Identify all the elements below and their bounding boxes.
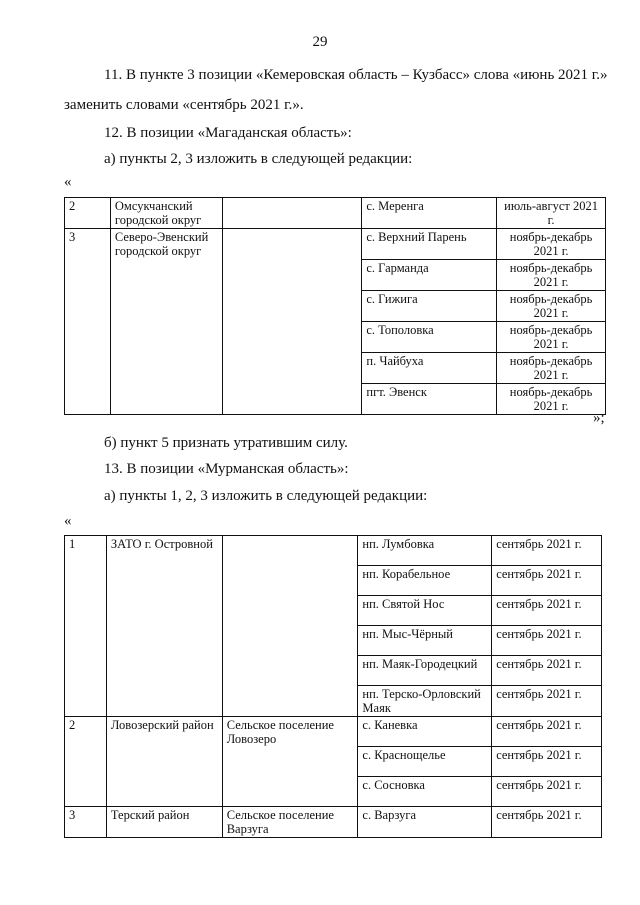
- open-quote-2: «: [64, 513, 72, 529]
- table-row: [65, 717, 602, 747]
- period: ноябрь-декабрь 2021 г.: [497, 353, 606, 384]
- district-name: ЗАТО г. Островной: [106, 536, 222, 717]
- table-row: [65, 536, 602, 566]
- locality-name: с. Меренга: [362, 198, 497, 229]
- locality-name: п. Чайбуха: [362, 353, 497, 384]
- paragraph-13: 13. В позиции «Мурманская область»:: [104, 461, 349, 477]
- period: июль-август 2021 г.: [497, 198, 606, 229]
- paragraph-12b: б) пункт 5 признать утратившим силу.: [104, 435, 348, 451]
- row-number: 2: [65, 717, 107, 807]
- locality-name: с. Краснощелье: [358, 747, 492, 777]
- period: сентябрь 2021 г.: [492, 807, 602, 838]
- period: сентябрь 2021 г.: [492, 626, 602, 656]
- period: ноябрь-декабрь 2021 г.: [497, 322, 606, 353]
- locality-name: с. Гижига: [362, 291, 497, 322]
- paragraph-12a: а) пункты 2, 3 изложить в следующей редакции:: [104, 151, 413, 167]
- period: сентябрь 2021 г.: [492, 536, 602, 566]
- period: ноябрь-декабрь 2021 г.: [497, 384, 606, 415]
- locality-name: нп. Маяк-Городецкий: [358, 656, 492, 686]
- table-row: [65, 198, 606, 229]
- settlement-name: Сельское поселение Ловозеро: [222, 717, 358, 807]
- period: сентябрь 2021 г.: [492, 566, 602, 596]
- row-number: 1: [65, 536, 107, 717]
- locality-name: нп. Лумбовка: [358, 536, 492, 566]
- table-row: [65, 807, 602, 838]
- period: ноябрь-декабрь 2021 г.: [497, 291, 606, 322]
- period: сентябрь 2021 г.: [492, 686, 602, 717]
- paragraph-11-line1: 11. В пункте 3 позиции «Кемеровская область – Кузбасс» слова «июнь 2021 г.»: [104, 67, 608, 83]
- settlement-name: [222, 198, 362, 229]
- locality-name: с. Сосновка: [358, 777, 492, 807]
- district-name: Северо-Эвенский городской округ: [110, 229, 222, 415]
- settlement-name: [222, 229, 362, 415]
- settlement-name: [222, 536, 358, 717]
- locality-name: нп. Терско-Орловский Маяк: [358, 686, 492, 717]
- period: ноябрь-декабрь 2021 г.: [497, 229, 606, 260]
- locality-name: с. Варзуга: [358, 807, 492, 838]
- table-murmansk: [64, 535, 602, 838]
- district-name: Омсукчанский городской округ: [110, 198, 222, 229]
- period: сентябрь 2021 г.: [492, 656, 602, 686]
- locality-name: с. Каневка: [358, 717, 492, 747]
- page-number: 29: [312, 34, 328, 50]
- period: ноябрь-декабрь 2021 г.: [497, 260, 606, 291]
- district-name: Терский район: [106, 807, 222, 838]
- paragraph-13a: а) пункты 1, 2, 3 изложить в следующей редакции:: [104, 488, 428, 504]
- locality-name: с. Тополовка: [362, 322, 497, 353]
- close-quote-1: »;: [593, 410, 605, 426]
- district-name: Ловозерский район: [106, 717, 222, 807]
- row-number: 3: [65, 229, 111, 415]
- table-row: [65, 229, 606, 260]
- row-number: 3: [65, 807, 107, 838]
- row-number: 2: [65, 198, 111, 229]
- settlement-name: Сельское поселение Варзуга: [222, 807, 358, 838]
- paragraph-12: 12. В позиции «Магаданская область»:: [104, 125, 352, 141]
- paragraph-11-line2: заменить словами «сентябрь 2021 г.».: [64, 97, 304, 113]
- table-magadan: [64, 197, 606, 415]
- locality-name: с. Верхний Парень: [362, 229, 497, 260]
- period: сентябрь 2021 г.: [492, 777, 602, 807]
- period: сентябрь 2021 г.: [492, 717, 602, 747]
- period: сентябрь 2021 г.: [492, 747, 602, 777]
- open-quote-1: «: [64, 174, 72, 190]
- period: сентябрь 2021 г.: [492, 596, 602, 626]
- locality-name: с. Гарманда: [362, 260, 497, 291]
- locality-name: нп. Мыс-Чёрный: [358, 626, 492, 656]
- locality-name: пгт. Эвенск: [362, 384, 497, 415]
- locality-name: нп. Корабельное: [358, 566, 492, 596]
- locality-name: нп. Святой Нос: [358, 596, 492, 626]
